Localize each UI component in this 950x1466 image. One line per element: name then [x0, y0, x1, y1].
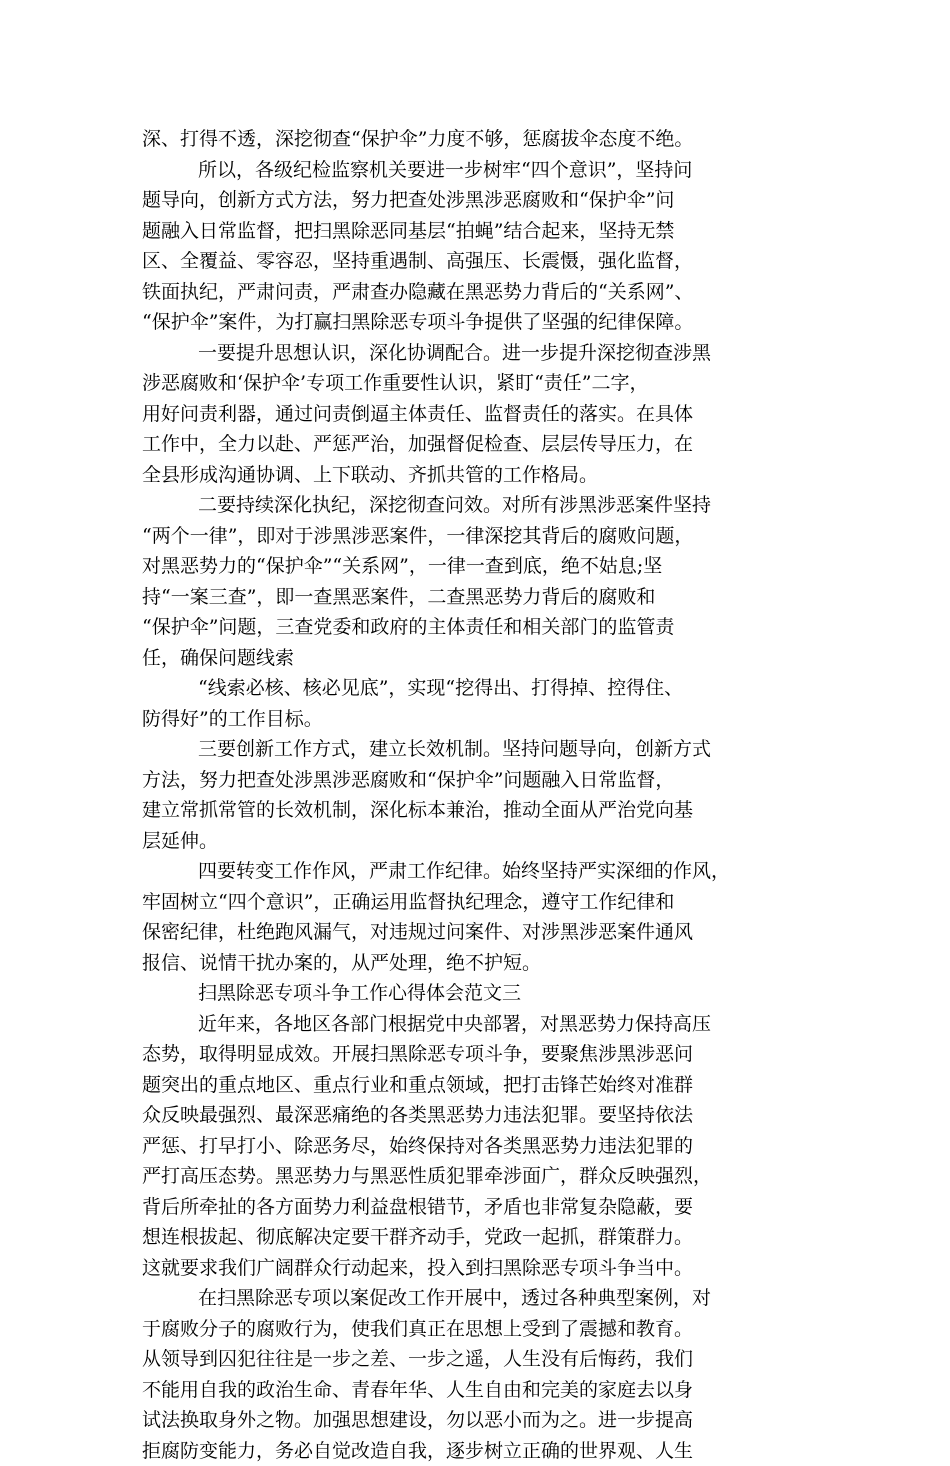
text-line: 报信、说情干扰办案的，从严处理，绝不护短。	[142, 948, 822, 979]
text-line: 防得好”的工作目标。	[142, 704, 822, 735]
text-line: 四要转变工作作风，严肃工作纪律。始终坚持严实深细的作风，	[142, 856, 822, 887]
text-line: 建立常抓常管的长效机制，深化标本兼治，推动全面从严治党向基	[142, 795, 822, 826]
text-line: 三要创新工作方式，建立长效机制。坚持问题导向，创新方式	[142, 734, 822, 765]
text-line: 工作中，全力以赴、严惩严治，加强督促检查、层层传导压力，在	[142, 429, 822, 460]
text-line: 对黑恶势力的“保护伞”“关系网”，一律一查到底，绝不姑息;坚	[142, 551, 822, 582]
text-line: 涉恶腐败和‘保护伞’专项工作重要性认识，紧盯“责任”二字，	[142, 368, 822, 399]
text-line: 题导向，创新方式方法，努力把查处涉黑涉恶腐败和“保护伞”问	[142, 185, 822, 216]
text-line: 严惩、打早打小、除恶务尽，始终保持对各类黑恶势力违法犯罪的	[142, 1131, 822, 1162]
text-line: 全县形成沟通协调、上下联动、齐抓共管的工作格局。	[142, 460, 822, 491]
text-line: “线索必核、核必见底”，实现“挖得出、打得掉、控得住、	[142, 673, 822, 704]
text-line: “保护伞”问题，三查党委和政府的主体责任和相关部门的监管责	[142, 612, 822, 643]
text-line: 深、打得不透，深挖彻查“保护伞”力度不够，惩腐拔伞态度不绝。	[142, 124, 822, 155]
text-line: 持“一案三查”，即一查黑恶案件，二查黑恶势力背后的腐败和	[142, 582, 822, 613]
text-line: 区、全覆益、零容忍，坚持重遇制、高强压、长震慑，强化监督，	[142, 246, 822, 277]
text-line: 方法，努力把查处涉黑涉恶腐败和“保护伞”问题融入日常监督，	[142, 765, 822, 796]
text-line: 于腐败分子的腐败行为，使我们真正在思想上受到了震撼和教育。	[142, 1314, 822, 1345]
text-line: “保护伞”案件，为打赢扫黑除恶专项斗争提供了坚强的纪律保障。	[142, 307, 822, 338]
text-line: 任，确保问题线索	[142, 643, 822, 674]
text-line: 想连根拔起、彻底解决定要干群齐动手，党政一起抓，群策群力。	[142, 1222, 822, 1253]
text-line: 态势，取得明显成效。开展扫黑除恶专项斗争，要聚焦涉黑涉恶问	[142, 1039, 822, 1070]
text-line: 严打高压态势。黑恶势力与黑恶性质犯罪牵涉面广，群众反映强烈，	[142, 1161, 822, 1192]
text-line: 所以，各级纪检监察机关要进一步树牢“四个意识”，坚持问	[142, 155, 822, 186]
text-line: 这就要求我们广阔群众行动起来，投入到扫黑除恶专项斗争当中。	[142, 1253, 822, 1284]
text-line: “两个一律”，即对于涉黑涉恶案件，一律深挖其背后的腐败问题，	[142, 521, 822, 552]
text-line: 层延伸。	[142, 826, 822, 857]
document-body	[142, 124, 822, 1466]
text-line: 背后所牵扯的各方面势力利益盘根错节，矛盾也非常复杂隐蔽，要	[142, 1192, 822, 1223]
text-line: 保密纪律，杜绝跑风漏气，对违规过问案件、对涉黑涉恶案件通风	[142, 917, 822, 948]
text-line: 一要提升思想认识，深化协调配合。进一步提升深挖彻查涉黑	[142, 338, 822, 369]
text-line: 试法换取身外之物。加强思想建设，勿以恶小而为之。进一步提高	[142, 1405, 822, 1436]
text-line: 众反映最强烈、最深恶痛绝的各类黑恶势力违法犯罪。要坚持依法	[142, 1100, 822, 1131]
text-line: 题突出的重点地区、重点行业和重点领域，把打击锋芒始终对准群	[142, 1070, 822, 1101]
text-line: 用好问责利器，通过问责倒逼主体责任、监督责任的落实。在具体	[142, 399, 822, 430]
text-line: 在扫黑除恶专项以案促改工作开展中，透过各种典型案例，对	[142, 1283, 822, 1314]
text-line: 不能用自我的政治生命、青春年华、人生自由和完美的家庭去以身	[142, 1375, 822, 1406]
text-line: 拒腐防变能力，务必自觉改造自我，逐步树立正确的世界观、人生	[142, 1436, 822, 1466]
text-line: 二要持续深化执纪，深挖彻查问效。对所有涉黑涉恶案件坚持	[142, 490, 822, 521]
text-line: 近年来，各地区各部门根据党中央部署，对黑恶势力保持高压	[142, 1009, 822, 1040]
text-line: 扫黑除恶专项斗争工作心得体会范文三	[142, 978, 822, 1009]
text-line: 题融入日常监督，把扫黑除恶同基层“拍蝇”结合起来，坚持无禁	[142, 216, 822, 247]
text-line: 从领导到囚犯往往是一步之差、一步之遥，人生没有后悔药，我们	[142, 1344, 822, 1375]
text-line: 牢固树立“四个意识”，正确运用监督执纪理念，遵守工作纪律和	[142, 887, 822, 918]
text-line: 铁面执纪，严肃问责，严肃查办隐藏在黑恶势力背后的“关系网”、	[142, 277, 822, 308]
